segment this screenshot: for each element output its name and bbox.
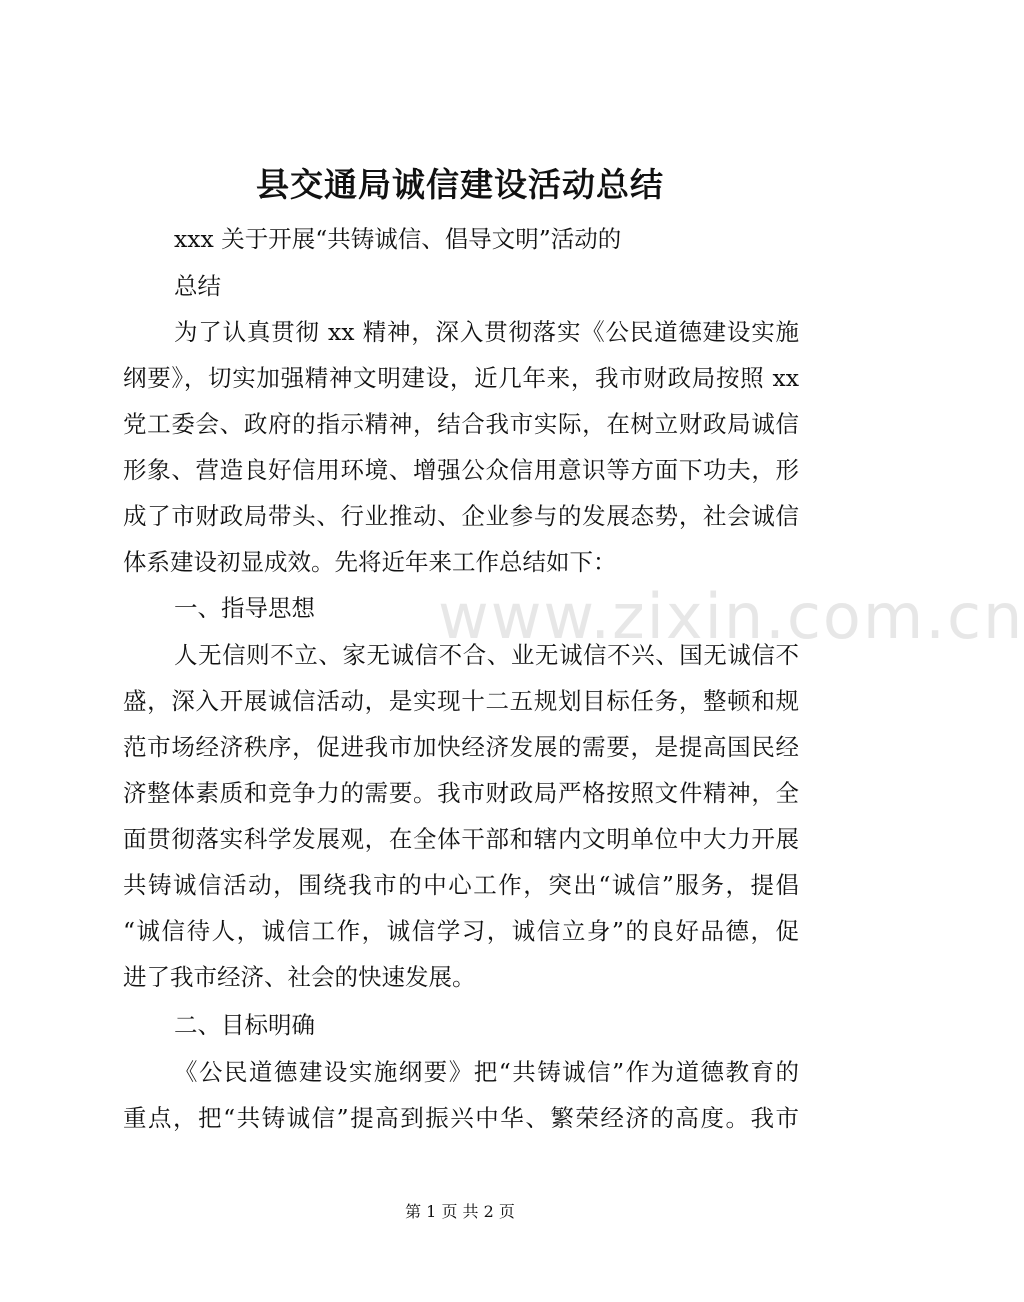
paragraph-line: “诚信待人，诚信工作，诚信学习，诚信立身”的良好品德，促 (123, 917, 799, 945)
paragraph-line: 盛，深入开展诚信活动，是实现十二五规划目标任务，整顿和规 (123, 687, 799, 715)
paragraph-line: 形象、营造良好信用环境、增强公众信用意识等方面下功夫，形 (123, 456, 799, 484)
paragraph-line: 成了市财政局带头、行业推动、企业参与的发展态势，社会诚信 (123, 502, 799, 530)
paragraph-line: 党工委会、政府的指示精神，结合我市实际，在树立财政局诚信 (123, 410, 799, 438)
paragraph-line: 为了认真贯彻 xx 精神，深入贯彻落实《公民道德建设实施 (174, 318, 799, 346)
paragraph-line: 面贯彻落实科学发展观，在全体干部和辖内文明单位中大力开展 (123, 825, 799, 853)
document-title: 县交通局诚信建设活动总结 (256, 165, 664, 204)
paragraph-line: 重点，把“共铸诚信”提高到振兴中华、繁荣经济的高度。我市 (123, 1104, 799, 1132)
section-heading: 一、指导思想 (174, 594, 315, 622)
paragraph-line: 共铸诚信活动，围绕我市的中心工作，突出“诚信”服务，提倡 (123, 871, 799, 899)
paragraph-line: 进了我市经济、社会的快速发展。 (123, 963, 476, 991)
paragraph-line: 纲要》，切实加强精神文明建设，近几年来，我市财政局按照 xx (123, 364, 799, 392)
paragraph-line: 济整体素质和竞争力的需要。我市财政局严格按照文件精神，全 (123, 779, 799, 807)
paragraph-line: 范市场经济秩序，促进我市加快经济发展的需要，是提高国民经 (123, 733, 799, 761)
subtitle-line: xxx 关于开展“共铸诚信、倡导文明”活动的 (174, 225, 622, 253)
section-heading: 二、目标明确 (174, 1011, 315, 1039)
watermark: www.zixin.com.cn (438, 580, 1024, 653)
paragraph-line: 体系建设初显成效。先将近年来工作总结如下： (123, 548, 617, 576)
subtitle-line: 总结 (174, 272, 221, 300)
paragraph-line: 人无信则不立、家无诚信不合、业无诚信不兴、国无诚信不 (174, 641, 799, 669)
page-footer: 第 1 页 共 2 页 (405, 1202, 515, 1221)
paragraph-line: 《公民道德建设实施纲要》把“共铸诚信”作为道德教育的 (174, 1058, 799, 1086)
